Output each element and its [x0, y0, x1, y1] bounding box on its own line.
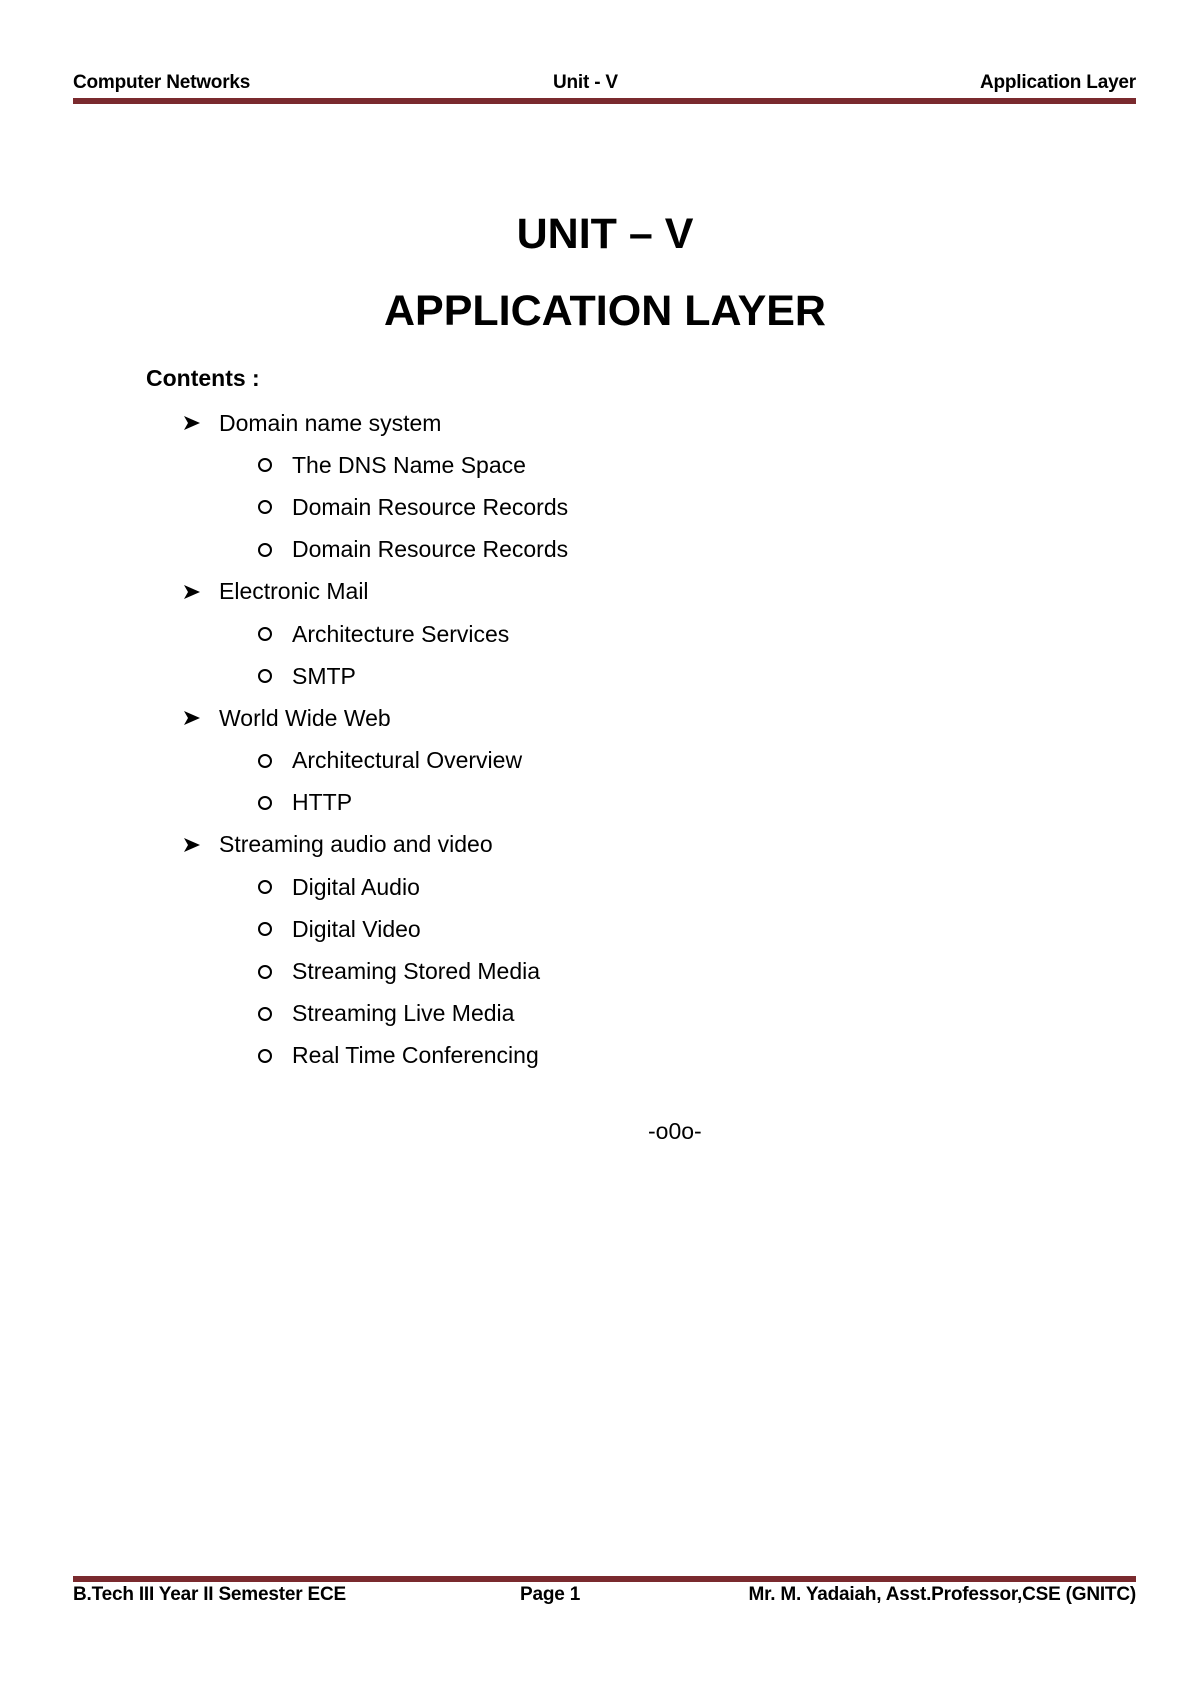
arrow-bullet-icon [183, 710, 219, 726]
toc-item-label: Architectural Overview [292, 747, 523, 774]
circle-icon [258, 627, 272, 641]
circle-icon [258, 1049, 272, 1063]
arrow-bullet-icon [183, 415, 219, 431]
footer-program: B.Tech III Year II Semester ECE [73, 1584, 346, 1605]
toc-item-label: Domain Resource Records [292, 536, 569, 563]
circle-bullet-icon [256, 1007, 292, 1021]
header-unit: Unit - V [553, 72, 618, 93]
chapter-title: APPLICATION LAYER [384, 287, 826, 335]
header-course: Computer Networks [73, 72, 251, 93]
toc-section [0, 697, 1200, 739]
page-footer [73, 1584, 1136, 1606]
toc-section [0, 571, 1200, 613]
toc-subsection [0, 908, 1200, 950]
toc-item-label: Electronic Mail [219, 578, 369, 605]
toc-item-label: Digital Audio [292, 873, 420, 900]
toc-item-label: Streaming Live Media [292, 1000, 515, 1027]
toc-subsection [0, 486, 1200, 528]
contents-label: Contents : [146, 365, 260, 391]
circle-bullet-icon [256, 922, 292, 936]
unit-title: UNIT – V [516, 210, 694, 258]
arrow-bullet-icon [183, 584, 219, 600]
toc-item-label: Architecture Services [292, 620, 510, 647]
toc-item-label: Digital Video [292, 915, 421, 942]
circle-icon [258, 543, 272, 557]
circle-bullet-icon [256, 458, 292, 472]
circle-bullet-icon [256, 880, 292, 894]
toc-subsection [0, 866, 1200, 908]
toc-item-label: Streaming audio and video [219, 831, 493, 858]
circle-icon [258, 754, 272, 768]
arrow-bullet-icon [183, 837, 219, 853]
circle-icon [258, 922, 272, 936]
toc-item-label: Real Time Conferencing [292, 1042, 539, 1069]
header-topic: Application Layer [979, 72, 1136, 93]
toc-subsection [0, 740, 1200, 782]
toc-item-label: HTTP [292, 789, 353, 816]
circle-bullet-icon [256, 500, 292, 514]
toc-item-label: SMTP [292, 662, 356, 689]
circle-icon [258, 965, 272, 979]
toc-subsection [0, 950, 1200, 992]
toc-item-label: Domain name system [219, 409, 442, 436]
toc-subsection [0, 529, 1200, 571]
toc-item-label: Domain Resource Records [292, 493, 569, 520]
table-of-contents [0, 402, 1200, 1077]
circle-bullet-icon [256, 796, 292, 810]
toc-subsection [0, 613, 1200, 655]
footer-rule [73, 1576, 1136, 1582]
circle-bullet-icon [256, 754, 292, 768]
page-header [73, 72, 1136, 94]
circle-bullet-icon [256, 669, 292, 683]
circle-icon [258, 669, 272, 683]
circle-bullet-icon [256, 627, 292, 641]
toc-subsection [0, 655, 1200, 697]
end-mark: -o0o- [648, 1118, 702, 1144]
toc-subsection [0, 1035, 1200, 1077]
circle-icon [258, 880, 272, 894]
toc-item-label: Streaming Stored Media [292, 958, 541, 985]
toc-subsection [0, 782, 1200, 824]
circle-icon [258, 500, 272, 514]
toc-section [0, 402, 1200, 444]
toc-subsection [0, 444, 1200, 486]
footer-author: Mr. M. Yadaiah, Asst.Professor,CSE (GNITC) [748, 1584, 1136, 1605]
circle-bullet-icon [256, 965, 292, 979]
toc-item-label: World Wide Web [219, 704, 391, 731]
circle-bullet-icon [256, 1049, 292, 1063]
toc-section [0, 824, 1200, 866]
circle-icon [258, 796, 272, 810]
footer-page-number: Page 1 [520, 1584, 581, 1605]
header-rule [73, 98, 1136, 104]
circle-icon [258, 458, 272, 472]
circle-icon [258, 1007, 272, 1021]
toc-item-label: The DNS Name Space [292, 451, 526, 478]
toc-subsection [0, 993, 1200, 1035]
circle-bullet-icon [256, 543, 292, 557]
